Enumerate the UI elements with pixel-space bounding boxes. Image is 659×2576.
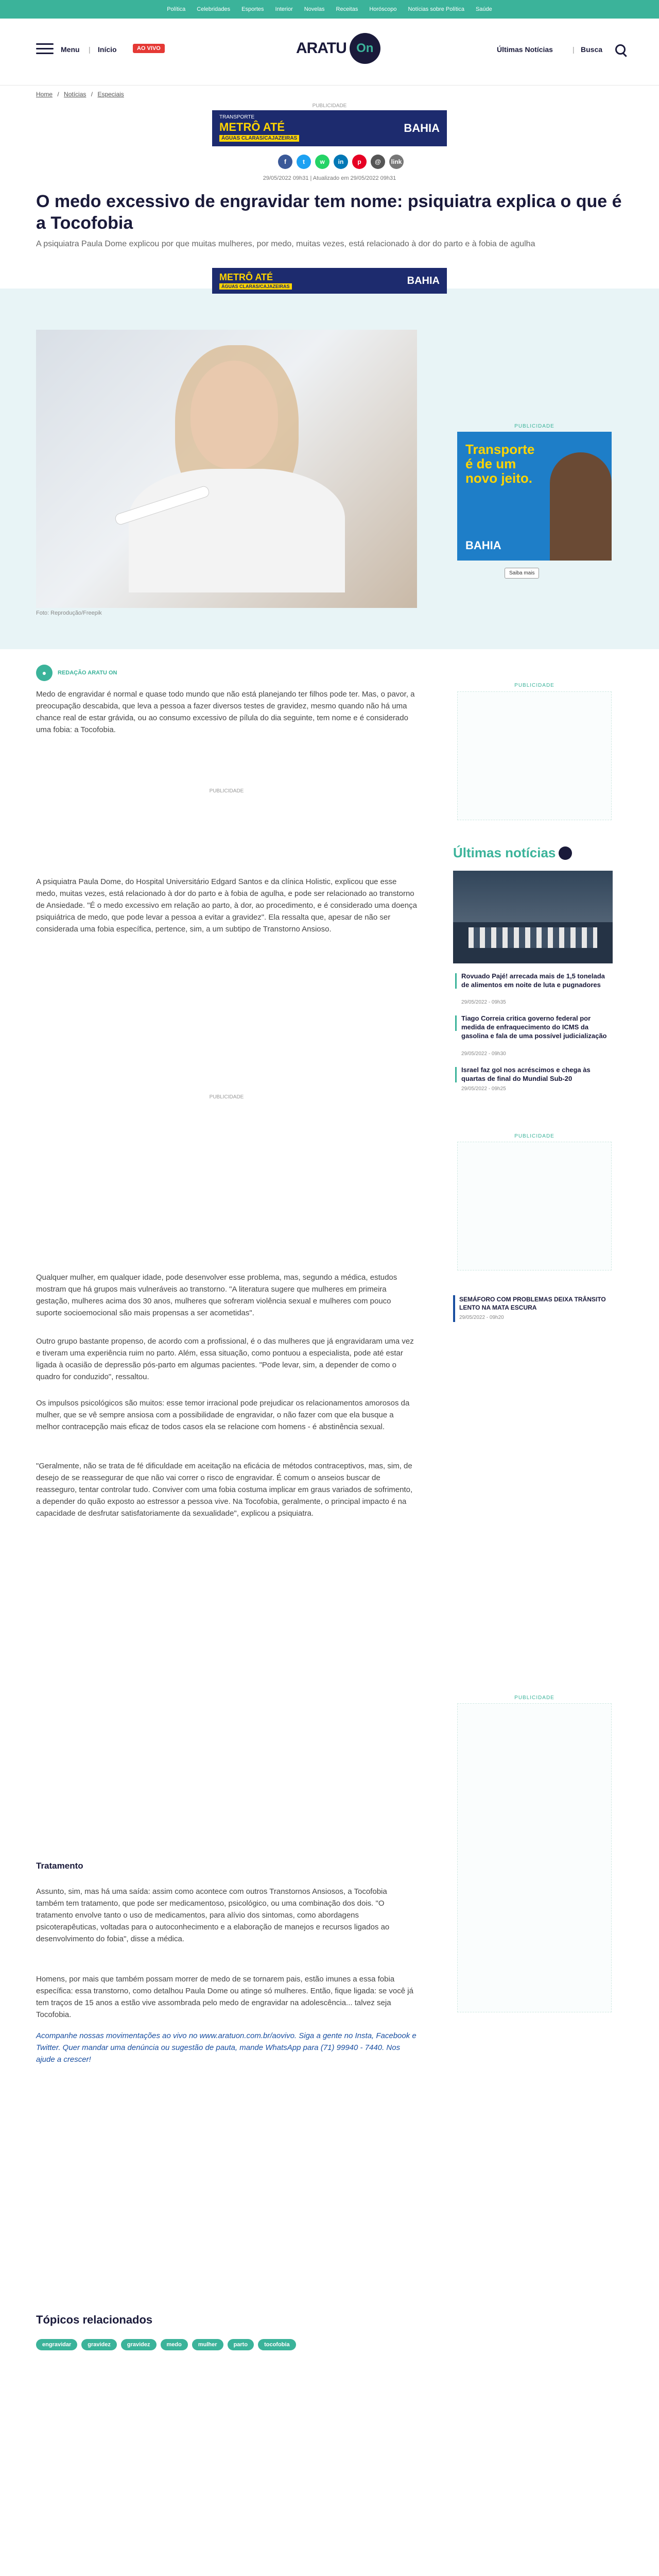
author-block: [36, 665, 117, 681]
news-item[interactable]: Tiago Correia critica governo federal por medida de enfraquecimento do ICMS da gasolina e fala de uma possível judicialização: [461, 1014, 611, 1040]
topnav-item[interactable]: Esportes: [241, 6, 264, 12]
breadcrumb-noticias[interactable]: Notícias: [64, 91, 86, 98]
article-paragraph: Os impulsos psicológicos são muitos: esse temor irracional pode prejudicar os relacionamentos amorosos da mulher, que se vê sempre ansiosa com a possibilidade de engravidar, o não fazer com que ela busque a melhor contracepção mais eficaz de todos casos ela se relacione com homens - é abstinência sexual.: [36, 1399, 410, 1431]
search-icon[interactable]: [615, 44, 626, 55]
publish-dates: 29/05/2022 09h31 | Atualizado em 29/05/2022 09h31: [263, 175, 396, 181]
latest-news-link[interactable]: Últimas Notícias: [497, 45, 553, 54]
topnav-item[interactable]: Interior: [275, 6, 293, 12]
article-title: O medo excessivo de engravidar tem nome: psiquiatra explica o que é a Tocofobia: [36, 192, 622, 233]
image-caption: Foto: Reprodução/Freepik: [36, 610, 102, 616]
article-paragraph: "Geralmente, não se trata de fé dificuldade em aceitação na eficácia de métodos contraceptivos, mas, sim, de desejo de se reassegurar de que não vai correr o risco de engravidar. É comum o anseios buscar de reasseguro, tentar controlar tudo. Conviver com uma fobia costuma implicar em graus variados de sofrimento, a depender do quão exposto ao estressor a pessoa vive. Na Tocofobia, geralmente, o principal impacto é na capacidade de desfrutar satisfatoriamente da sexualidade", explicou a psiquiatra.: [36, 1462, 413, 1518]
side-ad-slot: [457, 691, 612, 820]
ad-brand: BAHIA: [407, 275, 440, 286]
article-paragraph: Qualquer mulher, em qualquer idade, pode desenvolver esse problema, mas, segundo a médica, estudos mostram que há grupos mais vulneráveis ao transtorno. "A literatura sugere que mulheres em primeira gestação, mulheres acima dos 30 anos, mulheres que sofreram violência sexual e mulheres com pouco suporte socioemocional são mais propensas a ser acometidas".: [36, 1273, 397, 1317]
avatar: ●: [36, 665, 53, 681]
news-thumbnail[interactable]: [453, 871, 613, 963]
breadcrumb-sep: /: [91, 91, 93, 98]
breadcrumb-especiais[interactable]: Especiais: [97, 91, 124, 98]
topic-tag[interactable]: parto: [228, 2339, 254, 2350]
news-time: 29/05/2022 - 09h30: [461, 1051, 506, 1057]
side-ad-person: [550, 452, 612, 561]
author-name[interactable]: REDAÇÃO ARATU ON: [58, 670, 117, 676]
article-paragraph: Assunto, sim, mas há uma saída: assim como acontece com outros Transtornos Ansiosos, a Tocofobia também tem tratamento, que pode ser medicamentoso, psicológico, ou uma combinação dos dois. "O tratamento envolve tanto o uso de medicamentos, para alívio dos sintomas, como abordagens psicoterapêuticas, voltadas para o autoconhecimento e a elaboração de manejos e recursos ligados ao desenvolvimento do fobia", disse a médica.: [36, 1887, 390, 1943]
whatsapp-share-icon[interactable]: w: [315, 155, 330, 169]
inline-ad-banner[interactable]: [212, 268, 447, 294]
topnav-item[interactable]: Saúde: [475, 6, 492, 12]
topic-tag[interactable]: engravidar: [36, 2339, 77, 2350]
ad-line2: METRÔ ATÉ: [219, 121, 285, 133]
ad-label: PUBLICIDADE: [514, 423, 554, 429]
site-logo[interactable]: [296, 33, 380, 64]
site-header: [0, 19, 659, 86]
ad-brand: BAHIA: [404, 122, 440, 134]
breadcrumb-sep: /: [57, 91, 59, 98]
article-paragraph: A psiquiatra Paula Dome, do Hospital Universitário Edgard Santos e da clínica Holistic, explicou que esse medo, muitas vezes, está relacionado à dor do parto e à fobia de agulha, e pode ser relacionado ao transtorno de Ansiedade. "É o medo excessivo em relação ao parto, à dor, ao procedimento, e é considerado uma doença psiquiátrica de medo, que pode levar a pessoa a evitar a gravidez". Ela ressalta que, apesar de não ser considerada uma fobia específica, pertence, sim, a um subtipo de Transtorno Ansioso.: [36, 877, 417, 934]
news-item[interactable]: Israel faz gol nos acréscimos e chega às quartas de final do Mundial Sub-20: [461, 1065, 611, 1083]
side-ad-brand: BAHIA: [465, 539, 501, 552]
news-time: 29/05/2022 - 09h25: [461, 1086, 506, 1092]
ad-label: PUBLICIDADE: [209, 1094, 244, 1100]
topic-tag[interactable]: tocofobia: [258, 2339, 296, 2350]
logo-on-circle: On: [350, 33, 380, 64]
article-paragraph: Homens, por mais que também possam morrer de medo de se tornarem pais, estão imunes a essa fobia específica: essa transtorno, como detalhou Paula Dome ou atinge só mulheres. Então, fique ligada: se você já tem traços de 15 anos a estão vive assombrada pelo medo de engravidar na adolescência... talvez seja Tocofobia.: [36, 1975, 413, 2019]
news-item[interactable]: Rovuado Pajé! arrecada mais de 1,5 tonelada de alimentos em noite de luta e pugnadores: [461, 972, 611, 989]
article-paragraph: Medo de engravidar é normal e quase todo mundo que não está planejando ter filhos pode ter. Mas, o pavor, a preocupação descabida, que leva a pessoa a fazer diversos testes de gravidez, mesmo quando não há uma chance real de estar grávida, ou ao consumo excessivo de pílula do dia seguinte, tem nome e é considerado uma fobia: a Tocofobia.: [36, 690, 415, 734]
side-ad-slot: [457, 1142, 612, 1270]
ad-line3: ÁGUAS CLARAS/CAJAZEIRAS: [219, 283, 292, 290]
latest-news-title: [453, 845, 572, 861]
live-badge[interactable]: AO VIVO: [133, 44, 165, 53]
pinterest-share-icon[interactable]: p: [352, 155, 367, 169]
twitter-share-icon[interactable]: t: [297, 155, 311, 169]
topnav-item[interactable]: Horóscopo: [369, 6, 397, 12]
hero-image: [36, 330, 417, 608]
top-ad-banner[interactable]: [212, 110, 447, 146]
article-cta-paragraph[interactable]: Acompanhe nossas movimentações ao vivo no www.aratuon.com.br/aovivo. Siga a gente no Insta, Facebook e Twitter. Quer mandar uma denúncia ou sugestão de pauta, mande WhatsApp para (71) 99940 - 7440. Nos ajude a crescer!: [36, 2031, 417, 2064]
side-ad-banner[interactable]: [457, 432, 612, 561]
linkedin-share-icon[interactable]: in: [334, 155, 348, 169]
ad-label: PUBLICIDADE: [514, 683, 554, 688]
ad-line2: METRÔ ATÉ: [219, 272, 273, 282]
divider: |: [89, 45, 91, 54]
copy-link-icon[interactable]: link: [389, 155, 404, 169]
related-topics-title: Tópicos relacionados: [36, 2313, 153, 2326]
topic-tag[interactable]: gravidez: [81, 2339, 117, 2350]
promo-news[interactable]: [453, 1295, 613, 1322]
email-share-icon[interactable]: @: [371, 155, 385, 169]
section-heading: Tratamento: [36, 1861, 83, 1871]
share-bar: [278, 155, 404, 169]
ad-label: PUBLICIDADE: [312, 103, 347, 109]
search-link[interactable]: Busca: [581, 45, 603, 54]
facebook-share-icon[interactable]: f: [278, 155, 292, 169]
topnav-item[interactable]: Política: [167, 6, 186, 12]
side-ad-slot: [457, 1703, 612, 2012]
topic-tag[interactable]: gravidez: [121, 2339, 157, 2350]
top-nav: [0, 0, 659, 19]
ad-label: PUBLICIDADE: [514, 1695, 554, 1701]
breadcrumb-home[interactable]: Home: [36, 91, 53, 98]
topnav-item[interactable]: Celebridades: [197, 6, 231, 12]
article-subtitle: A psiquiatra Paula Dome explicou por que muitas mulheres, por medo, muitas vezes, está relacionado à dor do parto e à fobia de agulha: [36, 240, 535, 248]
divider: |: [573, 45, 575, 54]
news-time: 29/05/2022 - 09h35: [461, 999, 506, 1005]
topnav-item[interactable]: Notícias sobre Política: [408, 6, 464, 12]
latest-news-label: Últimas notícias: [453, 845, 556, 860]
topic-tag[interactable]: mulher: [192, 2339, 223, 2350]
side-ad-headline: Transporte é de um novo jeito.: [465, 442, 535, 486]
menu-icon[interactable]: [36, 43, 54, 55]
topnav-item[interactable]: Receitas: [336, 6, 358, 12]
ad-label: PUBLICIDADE: [209, 788, 244, 794]
article-paragraph: Outro grupo bastante propenso, de acordo com a profissional, é o das mulheres que já engravidaram uma vez e tiveram uma experiência ruim no parto. Além, essa situação, como pontuou a especialista, pode até estar ligada à ocasião de depressão pós-parto em algumas pacientes. "Pode levar, sim, a depender de como o quadro for conduzido", ressaltou.: [36, 1337, 414, 1381]
home-link[interactable]: Início: [98, 45, 117, 54]
side-ad-button[interactable]: Saiba mais: [505, 568, 539, 579]
topnav-item[interactable]: Novelas: [304, 6, 325, 12]
breadcrumb: [36, 91, 127, 98]
ad-label: PUBLICIDADE: [514, 1133, 554, 1139]
promo-time: 29/05/2022 - 09h20: [459, 1315, 504, 1320]
logo-text: ARATU: [296, 40, 346, 57]
ad-line3: ÁGUAS CLARAS/CAJAZEIRAS: [219, 135, 299, 142]
topic-tag[interactable]: medo: [161, 2339, 188, 2350]
on-icon: [559, 846, 572, 860]
ad-line1: TRANSPORTE: [219, 114, 255, 120]
related-topics: [36, 2339, 417, 2350]
promo-title: SEMÁFORO COM PROBLEMAS DEIXA TRÂNSITO LENTO NA MATA ESCURA: [459, 1296, 606, 1311]
menu-button[interactable]: Menu: [61, 45, 80, 54]
